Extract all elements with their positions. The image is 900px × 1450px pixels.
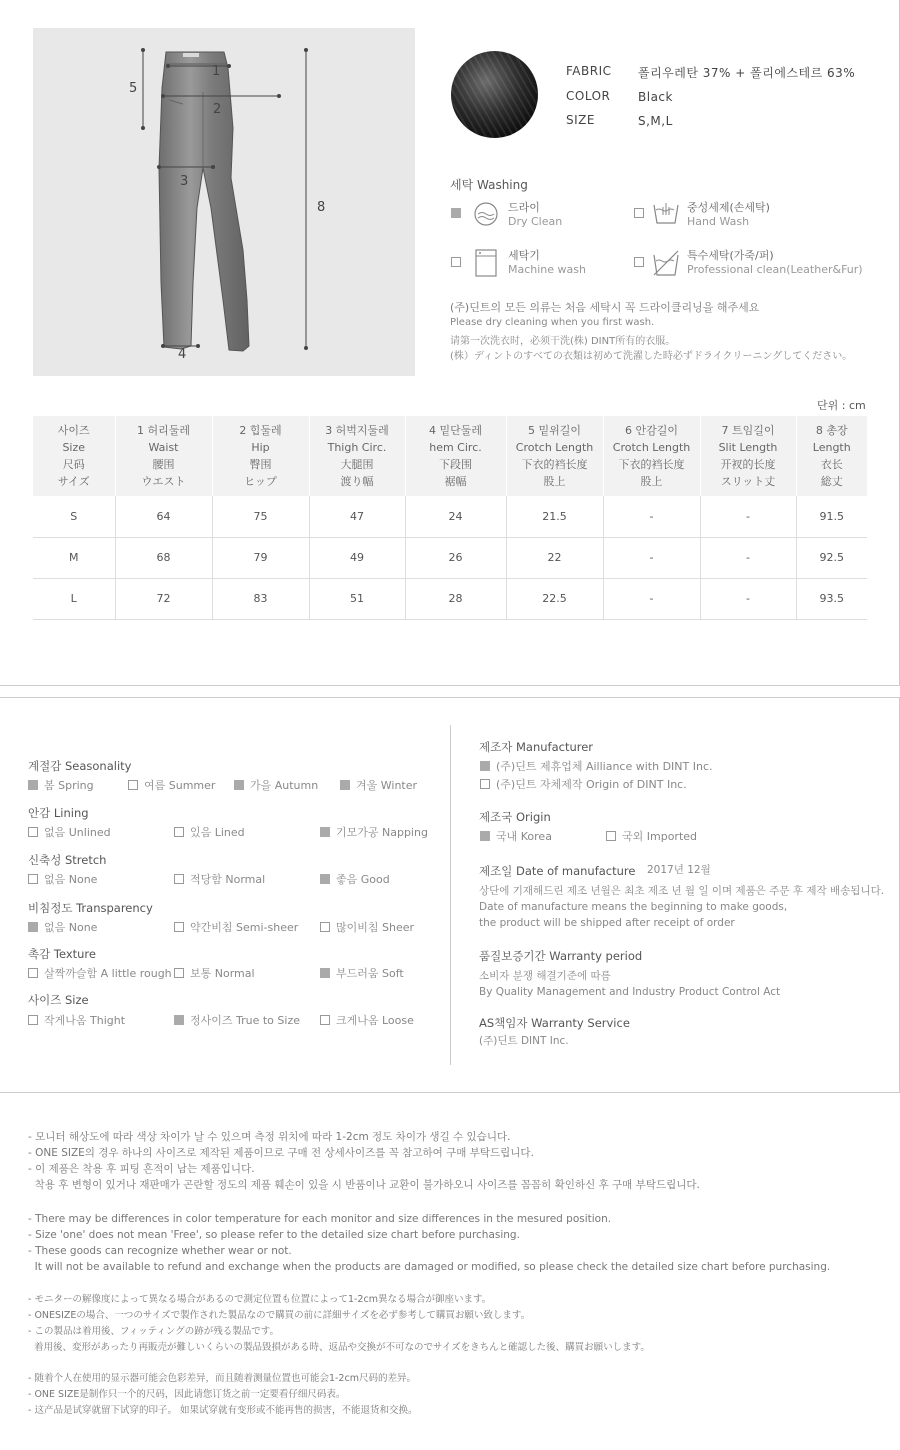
notice-zh-2: - ONE SIZE是制作只一个的尺码，因此请您订货之前一定要看仔细尺码表。 [28,1389,346,1400]
table-cell: L [33,578,115,619]
table-row [33,537,867,578]
stretch-normal-checkbox [174,874,184,884]
table-cell: 51 [309,578,405,619]
origin-imported-option [606,828,697,844]
table-cell: 26 [405,537,506,578]
professional-clean-text [687,249,863,277]
lining-napping-option [320,824,428,840]
stretch-normal-label: 적당함 Normal [190,873,266,886]
table-cell: 72 [115,578,212,619]
size-loose-checkbox [320,1015,330,1025]
origin-title: 제조국 Origin [479,810,551,824]
table-cell: - [603,578,700,619]
machine-wash-ko: 세탁기 [508,249,540,262]
origin-korea-option [480,828,552,844]
lining-lined-checkbox [174,827,184,837]
table-row [33,496,867,537]
product-info-panel [0,0,900,686]
size-loose-option [320,1012,414,1028]
season-summer-checkbox [128,780,138,790]
stretch-good-checkbox [320,874,330,884]
lining-lined-label: 있음 Lined [190,826,245,839]
season-summer-option [128,777,215,793]
lining-unlined-option [28,824,111,840]
professional-clean-ko: 특수세탁(가죽/퍼) [687,249,774,262]
measure-label-4: 4 [178,347,187,362]
size-fit-title: 사이즈 Size [28,993,89,1007]
notice-ja-1: - モニターの解像度によって異なる場合があるので測定位置も位置によって1-2cm異なる場合が御座います。 [28,1294,492,1305]
season-summer-label: 여름 Summer [144,779,216,792]
notice-en-4: It will not be available to refund and exchange when the products are damaged or modified, so please check the detailed size chart before purchasing. [28,1261,831,1273]
table-cell: 24 [405,496,506,537]
header-hip: 2 힙둘레 Hip 臀围 ヒップ [212,416,309,496]
table-row [33,578,867,619]
warranty-title: 품질보증기간 Warranty period [479,949,643,963]
table-cell: 22.5 [506,578,603,619]
texture-soft-checkbox [320,968,330,978]
stretch-none-label: 없음 None [44,873,98,886]
table-cell: M [33,537,115,578]
header-thigh: 3 허벅지둘레 Thigh Circ. 大腿围 渡り幅 [309,416,405,496]
manufacturer-origin-checkbox [480,779,490,789]
season-spring-option [28,777,94,793]
notice-en-1: - There may be differences in color temperature for each monitor and size differences in the mesured position. [28,1213,612,1225]
dry-clean-ko: 드라이 [508,201,540,214]
notice-ja-2: - ONESIZEの場合、一つのサイズで製作された製品なので購買の前に詳細サイズを必ず参考して購買お願い致します。 [28,1310,531,1321]
table-cell: 83 [212,578,309,619]
warranty-en: By Quality Management and Industry Product Control Act [479,986,781,998]
table-cell: 93.5 [796,578,867,619]
date-note-ko: 상단에 기재해드린 제조 년월은 최초 제조 년 월 일 이며 제품은 주문 후 제작 배송됩니다. [479,885,885,897]
professional-clean-icon [652,249,680,277]
measure-label-8: 8 [317,200,326,215]
notice-ko-2: - ONE SIZE의 경우 하나의 사이즈로 제작된 제품이므로 구매 전 상세사이즈를 꼭 참고하여 구매 부탁드립니다. [28,1147,534,1159]
transparency-semi-option [174,919,298,935]
size-true-label: 정사이즈 True to Size [190,1014,300,1027]
header-length: 8 총장 Length 衣长 総丈 [796,416,867,496]
hand-wash-en: Hand Wash [687,215,750,228]
hand-wash-icon [652,201,680,225]
table-cell: - [603,496,700,537]
lining-napping-checkbox [320,827,330,837]
season-winter-label: 겨울 Winter [356,779,418,792]
season-winter-checkbox [340,780,350,790]
table-cell: S [33,496,115,537]
notice-zh-1: - 随着个人在使用的显示器可能会色彩差异，而且随着测量位置也可能会1-2cm尺码的差异。 [28,1373,416,1384]
wash-note-ja: (株）ディントのすべての衣類は初めて洗濯した時必ずドライクリーニングしてください。 [450,351,853,362]
origin-korea-label: 국내 Korea [496,830,552,843]
table-cell: 68 [115,537,212,578]
season-spring-checkbox [28,780,38,790]
size-loose-label: 크게나옴 Loose [336,1014,414,1027]
texture-normal-checkbox [174,968,184,978]
date-of-manufacture-value: 2017년 12월 [647,864,711,876]
dry-clean-checkbox [451,208,461,218]
transparency-sheer-option [320,919,414,935]
fabric-swatch [451,51,538,138]
dry-clean-en: Dry Clean [508,215,563,228]
texture-normal-label: 보통 Normal [190,967,255,980]
date-note-en-2: the product will be shipped after receipt of order [479,917,735,929]
lining-unlined-label: 없음 Unlined [44,826,111,839]
origin-imported-checkbox [606,831,616,841]
unit-label: 단위 : cm [817,399,866,412]
texture-soft-label: 부드러움 Soft [336,967,404,980]
size-label: SIZE [566,113,595,127]
washing-title: 세탁 Washing [450,178,528,192]
notice-ja-4: 着用後、変形があったり再販売が難しいくらいの製品毀損がある時、返品や交換が不可なのでサイズをきちんと確認した後、購買お願いします。 [28,1342,650,1353]
wash-note-zh: 请第一次洗衣时，必须干洗(株) DINT所有的衣服。 [450,336,676,347]
dry-clean-text [508,201,562,229]
origin-korea-checkbox [480,831,490,841]
manufacturer-origin-option [480,776,687,792]
size-tight-checkbox [28,1015,38,1025]
lining-lined-option [174,824,245,840]
color-label: COLOR [566,89,611,103]
wash-note-ko: (주)딘트의 모든 의류는 처음 세탁시 꼭 드라이클리닝을 해주세요 [450,301,760,314]
size-table-header [33,416,867,496]
manufacturer-title: 제조자 Manufacturer [479,740,594,754]
header-hem: 4 밑단둘레 hem Circ. 下段围 裾幅 [405,416,506,496]
texture-title: 촉감 Texture [28,947,96,961]
size-true-checkbox [174,1015,184,1025]
color-value: Black [638,90,673,104]
size-true-option [174,1012,300,1028]
season-spring-label: 봄 Spring [44,779,94,792]
professional-clean-checkbox [634,257,644,267]
transparency-none-option [28,919,97,935]
as-service-value: (주)딘트 DINT Inc. [479,1035,569,1047]
lining-unlined-checkbox [28,827,38,837]
seasonality-title: 계절감 Seasonality [28,759,132,773]
table-cell: 22 [506,537,603,578]
notice-ko-1: - 모니터 해상도에 따라 색상 차이가 날 수 있으며 측정 위치에 따라 1-2cm 정도 차이가 생길 수 있습니다. [28,1131,511,1143]
size-table [33,416,867,620]
hand-wash-checkbox [634,208,644,218]
notice-ko-3: - 이 제품은 착용 후 피팅 흔적이 남는 제품입니다. [28,1163,255,1175]
manufacturer-alliance-option [480,758,713,774]
professional-clean-en: Professional clean(Leather&Fur) [687,263,863,276]
stretch-normal-option [174,871,265,887]
table-cell: 49 [309,537,405,578]
notice-ja-3: - この製品は着用後、フィッティングの跡が残る製品です。 [28,1326,279,1337]
texture-normal-option [174,965,255,981]
texture-rough-checkbox [28,968,38,978]
table-cell: 64 [115,496,212,537]
header-crotch: 5 밑위길이 Crotch Length 下衣的裆长度 股上 [506,416,603,496]
table-cell: 79 [212,537,309,578]
wash-note-en: Please dry cleaning when you first wash. [450,317,655,328]
machine-wash-checkbox [451,257,461,267]
transparency-semi-checkbox [174,922,184,932]
transparency-semi-label: 약간비침 Semi-sheer [190,921,299,934]
transparency-none-checkbox [28,922,38,932]
stretch-none-checkbox [28,874,38,884]
table-cell: 28 [405,578,506,619]
size-value: S,M,L [638,114,673,128]
stretch-good-option [320,871,390,887]
manufacturer-alliance-checkbox [480,761,490,771]
stretch-title: 신축성 Stretch [28,853,107,867]
notice-en-2: - Size 'one' does not mean 'Free', so please refer to the detailed size chart before purchasing. [28,1229,520,1241]
machine-wash-en: Machine wash [508,263,586,276]
table-cell: 92.5 [796,537,867,578]
transparency-title: 비침정도 Transparency [28,901,153,915]
texture-rough-option [28,965,172,981]
table-cell: 21.5 [506,496,603,537]
season-autumn-label: 가을 Autumn [250,779,319,792]
transparency-sheer-label: 많이비침 Sheer [336,921,415,934]
dry-clean-icon [473,201,499,227]
table-cell: - [700,537,796,578]
table-cell: - [700,578,796,619]
date-note-en-1: Date of manufacture means the beginning to make goods, [479,901,788,913]
machine-wash-text [508,249,586,277]
manufacturer-origin-label: (주)딘트 자체제작 Origin of DINT Inc. [496,778,687,791]
size-tight-label: 작게나옴 Thight [44,1014,126,1027]
notice-zh-3: - 这产品是试穿就留下试穿的印子。 如果试穿就有变形或不能再售的损害，不能退货和交换。 [28,1405,418,1416]
measure-label-3: 3 [180,174,189,189]
table-cell: 75 [212,496,309,537]
table-cell: - [603,537,700,578]
season-autumn-checkbox [234,780,244,790]
transparency-sheer-checkbox [320,922,330,932]
measure-label-5: 5 [129,81,138,96]
origin-imported-label: 국외 Imported [622,830,698,843]
size-tight-option [28,1012,125,1028]
table-cell: 91.5 [796,496,867,537]
washing-machine-icon [475,249,497,277]
manufacturer-alliance-label: (주)딘트 제휴업체 Ailliance with DINT Inc. [496,760,713,773]
date-of-manufacture-title: 제조일 Date of manufacture [479,864,636,878]
fabric-label: FABRIC [566,64,612,78]
texture-rough-label: 살짝까슬함 A little rough [44,967,172,980]
measure-label-2: 2 [213,102,222,117]
notice-en-3: - These goods can recognize whether wear or not. [28,1245,292,1257]
header-lining: 6 안감길이 Crotch Length 下衣的裆长度 股上 [603,416,700,496]
fabric-value: 폴리우레탄 37% + 폴리에스테르 63% [638,66,856,80]
hand-wash-text [687,201,770,229]
table-cell: - [700,496,796,537]
as-service-title: AS책임자 Warranty Service [479,1016,630,1030]
header-waist: 1 허리둘레 Waist 腰围 ウエスト [115,416,212,496]
warranty-ko: 소비자 분쟁 해결기준에 따름 [479,970,611,982]
notice-ko-4: 착용 후 변형이 있거나 재판매가 곤란할 정도의 제품 훼손이 있을 시 반품이나 교환이 불가하오니 사이즈를 꼼꼼히 확인하신 후 구매 부탁드립니다. [28,1179,700,1191]
hand-wash-ko: 중성세제(손세탁) [687,201,770,214]
season-winter-option [340,777,417,793]
table-cell: 47 [309,496,405,537]
texture-soft-option [320,965,404,981]
header-slit: 7 트임길이 Slit Length 开衩的长度 スリット丈 [700,416,796,496]
column-divider [450,725,451,1065]
lining-title: 안감 Lining [28,806,89,820]
stretch-none-option [28,871,97,887]
season-autumn-option [234,777,318,793]
pants-illustration [33,28,415,376]
pants-diagram [33,28,415,376]
header-size: 사이즈 Size 尺码 サイズ [33,416,115,496]
transparency-none-label: 없음 None [44,921,98,934]
lining-napping-label: 기모가공 Napping [336,826,428,839]
stretch-good-label: 좋음 Good [336,873,390,886]
measure-label-1: 1 [212,64,221,79]
